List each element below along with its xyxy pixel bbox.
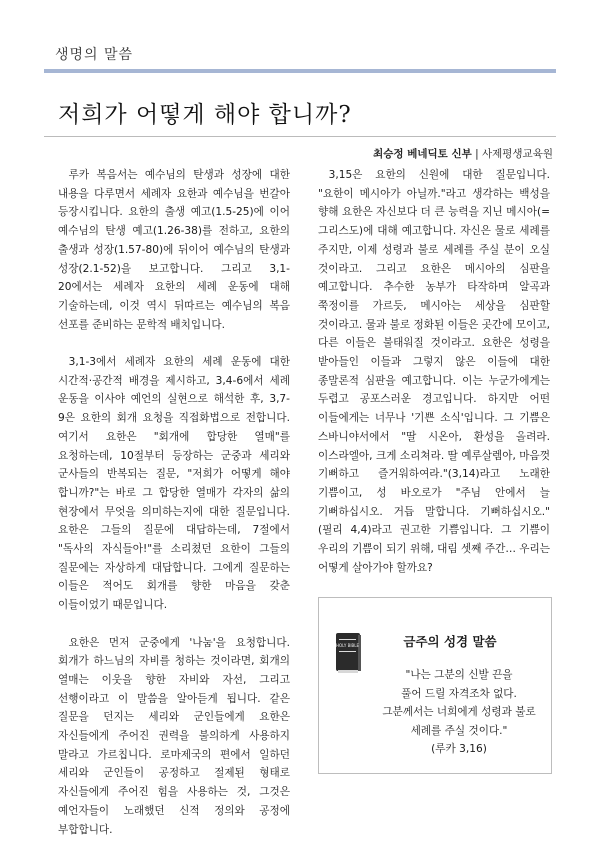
verse-box-title: 금주의 성경 말씀 — [403, 634, 497, 649]
header-rule — [44, 69, 556, 73]
byline — [373, 146, 553, 161]
verse-line: 세례를 주실 것이다." — [410, 724, 508, 737]
left-column — [58, 166, 290, 839]
author-name: 최승정 베네딕토 신부 — [373, 148, 472, 160]
title-divider — [44, 136, 556, 137]
right-column — [318, 166, 550, 577]
paragraph: 3,15은 요한의 신원에 대한 질문입니다. "요한이 메시아가 아닐까."라고 생각하는 백성을 향해 요한은 자신보다 더 큰 능력을 지닌 메시아(=그리스도)에 대해 예고합니다. 자신은 물로 세례를 주지만, 이제 성령과 불로 세례를 주실 분이 오실 것이라고. 그리고 요한은 메시아의 심판을 예고합니다. 추수한 농부가 타작하며 알곡과 쭉정이를 가르듯, 메시아는 세상을 심판할 것이라고. 물과 불로 정화된 이들은 곳간에 모이고, 다른 이들은 불태워질 것이라고. 요한은 성령을 받아들인 이들과 그렇지 않은 이들에 대한 종말론적 심판을 예고합니다. 이는 누군가에게는 두렵고 공포스러운 경고입니다. 하지만 어떤 이들에게는 너무나 '기쁜 소식'입니다. 그 기쁨은 스바니야서에서 "딸 시온아, 환성을 올려라. 이스라엘아, 크게 소리쳐라. 딸 예루살렘아, 마음껏 기뻐하고 즐거워하여라."(3,14)라고 노래한 기쁨이고, 성 바오로가 "주님 안에서 늘 기뻐하십시오. 거듭 말합니다. 기뻐하십시오."(필리 4,4)라고 권고한 기쁨입니다. 그 기쁨이 우리의 기쁨이 되기 위해, 대림 셋째 주간… 우리는 어떻게 살아가야 할까요? — [318, 169, 550, 574]
weekly-verse-box — [318, 597, 552, 774]
paragraph: 요한은 먼저 군중에게 '나눔'을 요청합니다. 회개가 하느님의 자비를 청하는 것이라면, 회개의 열매는 이웃을 향한 자비와 자선, 그리고 선행이라고 이 말씀을 알아듣게 됩니다. 같은 질문을 던지는 세리와 군인들에게 요한은 자신들에게 주어진 권력을 불의하게 사용하지 말라고 가르칩니다. 로마제국의 편에서 일하던 세리와 군인들이 공정하고 절제된 형태로 자신들에게 주어진 힘을 사용하는 것, 그것은 예언자들이 노래했던 신적 정의와 공정에 부합합니다. — [58, 636, 290, 836]
bible-label: HOLY BIBLE — [336, 643, 359, 648]
author-affiliation: 사제평생교육원 — [481, 148, 553, 160]
verse-line: "나는 그분의 신발 끈을 — [405, 669, 513, 681]
section-label: 생명의 말씀 — [55, 47, 134, 63]
article-title: 저희가 어떻게 해야 합니까? — [58, 102, 352, 128]
byline-separator: | — [475, 148, 479, 160]
paragraph: 루카 복음서는 예수님의 탄생과 성장에 대한 내용을 다루면서 세례자 요한과 예수님을 번갈아 등장시킵니다. 요한의 출생 예고(1.5-25)에 이어 예수님의 탄생 예고(1.26-38)를 전하고, 요한의 출생과 성장(1.57-80)에 뒤이어 예수님의 탄생과 성장(2.1-52)을 보고합니다. 그리고 3,1-20에서는 세례자 요한의 세례 운동에 대해 기술하는데, 이것 역시 뒤따르는 예수님의 복음 선포를 준비하는 문학적 배치입니다. — [58, 169, 290, 331]
verse-line: 그분께서는 너희에게 성령과 불로 — [382, 706, 536, 718]
paragraph: 3,1-3에서 세례자 요한의 세례 운동에 대한 시간적·공간적 배경을 제시하고, 3,4-6에서 세례 운동을 이사야 예언의 실현으로 해석한 후, 3,7-9은 요한의 회개 요청을 직접화법으로 전합니다. 여기서 요한은 "회개에 합당한 열매"를 요청하는데, 10절부터 등장하는 군중과 세리와 군사들의 반복되는 질문, "저희가 어떻게 해야 합니까?"는 바로 그 합당한 열매가 각자의 삶의 현장에서 무엇을 의미하는지에 대한 질문입니다. 요한은 그들의 질문에 대답하는데, 7절에서 "독사의 자식들아!"를 소리쳤던 요한이 그들의 질문에는 자상하게 대답합니다. 그에게 질문하는 이들은 적어도 회개를 향한 마음을 갖춘 이들이었기 때문입니다. — [58, 356, 290, 612]
verse-reference: (루카 3,16) — [431, 743, 487, 755]
verse-text — [377, 666, 541, 759]
verse-line: 풀어 드릴 자격조차 없다. — [401, 687, 517, 700]
